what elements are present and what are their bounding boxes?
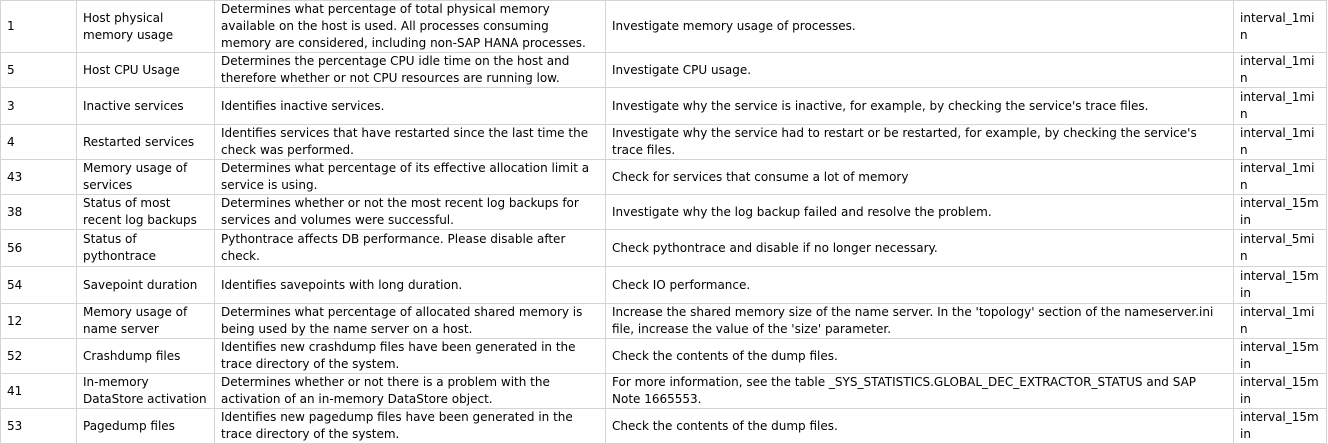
check-description: Identifies savepoints with long duration. (215, 267, 606, 304)
check-name: Memory usage of services (77, 160, 215, 195)
table-row[interactable] (1, 88, 1327, 125)
table-row[interactable] (1, 195, 1327, 230)
check-id: 12 (1, 304, 77, 339)
table-row[interactable] (1, 304, 1327, 339)
check-interval: interval_15min (1234, 409, 1327, 444)
check-id: 53 (1, 409, 77, 444)
check-name: Host CPU Usage (77, 53, 215, 88)
table-row[interactable] (1, 230, 1327, 267)
check-name: Restarted services (77, 125, 215, 160)
check-action: Check the contents of the dump files. (606, 409, 1234, 444)
check-id: 3 (1, 88, 77, 125)
check-action: Investigate CPU usage. (606, 53, 1234, 88)
check-interval: interval_1min (1234, 88, 1327, 125)
check-id: 54 (1, 267, 77, 304)
check-id: 56 (1, 230, 77, 267)
table-row[interactable] (1, 409, 1327, 444)
check-name: Crashdump files (77, 339, 215, 374)
check-action: Investigate why the service had to restart or be restarted, for example, by checking the service's trace files. (606, 125, 1234, 160)
check-id: 43 (1, 160, 77, 195)
check-id: 4 (1, 125, 77, 160)
check-action: Increase the shared memory size of the name server. In the 'topology' section of the nameserver.ini file, increase the value of the 'size' parameter. (606, 304, 1234, 339)
table-row[interactable] (1, 1, 1327, 53)
table-row[interactable] (1, 374, 1327, 409)
check-action: Check for services that consume a lot of memory (606, 160, 1234, 195)
check-interval: interval_1min (1234, 160, 1327, 195)
check-interval: interval_1min (1234, 53, 1327, 88)
check-name: Inactive services (77, 88, 215, 125)
table-row[interactable] (1, 339, 1327, 374)
check-action: Check pythontrace and disable if no longer necessary. (606, 230, 1234, 267)
table-row[interactable] (1, 160, 1327, 195)
check-interval: interval_5min (1234, 230, 1327, 267)
check-description: Determines what percentage of total physical memory available on the host is used. All processes consuming memory are considered, including non-SAP HANA processes. (215, 1, 606, 53)
check-description: Determines what percentage of its effective allocation limit a service is using. (215, 160, 606, 195)
check-id: 5 (1, 53, 77, 88)
table-row[interactable] (1, 267, 1327, 304)
check-description: Identifies services that have restarted since the last time the check was performed. (215, 125, 606, 160)
check-name: Host physical memory usage (77, 1, 215, 53)
check-name: Status of pythontrace (77, 230, 215, 267)
check-id: 38 (1, 195, 77, 230)
check-description: Determines the percentage CPU idle time on the host and therefore whether or not CPU resources are running low. (215, 53, 606, 88)
check-interval: interval_1min (1234, 304, 1327, 339)
check-action: Investigate why the service is inactive, for example, by checking the service's trace files. (606, 88, 1234, 125)
check-description: Determines whether or not there is a problem with the activation of an in-memory DataStore object. (215, 374, 606, 409)
check-action: Check the contents of the dump files. (606, 339, 1234, 374)
check-interval: interval_15min (1234, 374, 1327, 409)
check-interval: interval_1min (1234, 1, 1327, 53)
check-name: Status of most recent log backups (77, 195, 215, 230)
check-id: 41 (1, 374, 77, 409)
check-interval: interval_15min (1234, 195, 1327, 230)
check-name: In-memory DataStore activation (77, 374, 215, 409)
check-id: 1 (1, 1, 77, 53)
check-name: Pagedump files (77, 409, 215, 444)
check-description: Pythontrace affects DB performance. Please disable after check. (215, 230, 606, 267)
check-description: Determines whether or not the most recent log backups for services and volumes were successful. (215, 195, 606, 230)
check-name: Savepoint duration (77, 267, 215, 304)
check-interval: interval_15min (1234, 339, 1327, 374)
check-id: 52 (1, 339, 77, 374)
check-action: Check IO performance. (606, 267, 1234, 304)
check-description: Identifies new pagedump files have been generated in the trace directory of the system. (215, 409, 606, 444)
table-row[interactable] (1, 53, 1327, 88)
table-row[interactable] (1, 125, 1327, 160)
check-action: Investigate memory usage of processes. (606, 1, 1234, 53)
check-interval: interval_15min (1234, 267, 1327, 304)
check-interval: interval_1min (1234, 125, 1327, 160)
check-name: Memory usage of name server (77, 304, 215, 339)
check-description: Determines what percentage of allocated shared memory is being used by the name server on a host. (215, 304, 606, 339)
check-description: Identifies new crashdump files have been generated in the trace directory of the system. (215, 339, 606, 374)
check-action: Investigate why the log backup failed and resolve the problem. (606, 195, 1234, 230)
check-description: Identifies inactive services. (215, 88, 606, 125)
check-action: For more information, see the table _SYS_STATISTICS.GLOBAL_DEC_EXTRACTOR_STATUS and SAP Note 1665553. (606, 374, 1234, 409)
